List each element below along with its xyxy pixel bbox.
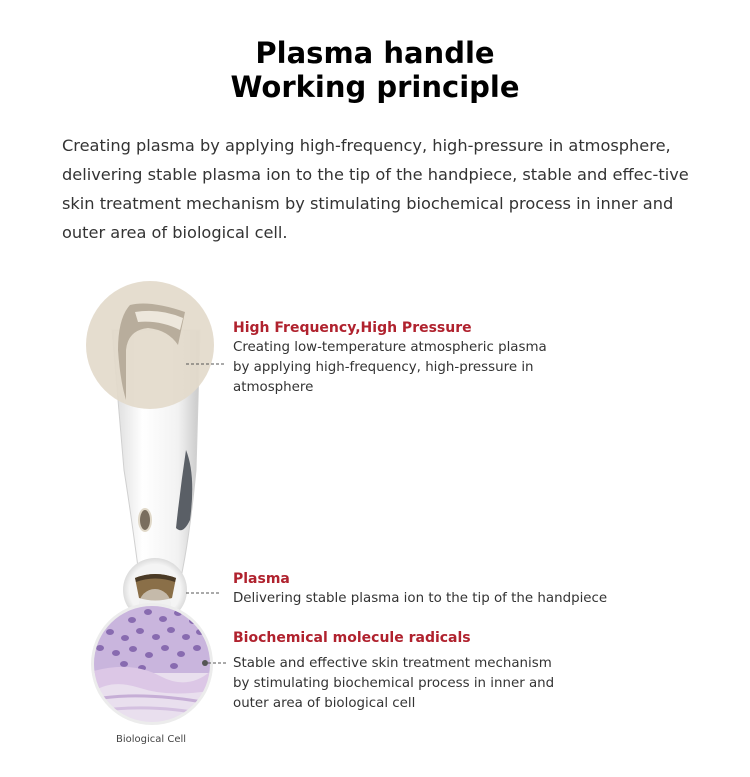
callout-title: Biochemical molecule radicals	[233, 630, 471, 646]
callout-desc: Delivering stable plasma ion to the tip of the handpiece	[233, 591, 608, 606]
handle-button	[139, 509, 151, 531]
biological-cell-label: Biological Cell	[116, 734, 187, 745]
intro-paragraph: Creating plasma by applying high-frequency, high-pressure in atmosphere, delivering stable plasma ion to the tip of the handpiece, stable and effec-tive skin treatment mechanism by stimulating biochemical process in inner and outer area of biological cell.	[62, 136, 689, 242]
callout-desc: Creating low-temperature atmospheric plasma by applying high-frequency, high-pressure in atmosphere	[233, 340, 547, 395]
callout-title: Plasma	[233, 571, 290, 587]
tip-zoom-circle	[86, 281, 214, 409]
callout-title: High Frequency,High Pressure	[233, 320, 472, 336]
title-line-1: Plasma handle	[255, 36, 495, 70]
callout-plasma	[233, 569, 633, 609]
callout-biochemical	[233, 628, 633, 714]
callout-high-frequency	[233, 318, 633, 398]
title-line-2: Working principle	[230, 70, 520, 104]
leader-dot-cell	[202, 660, 208, 666]
callout-desc: Stable and effective skin treatment mechanism by stimulating biochemical process in inner and outer area of biological cell	[233, 656, 555, 711]
